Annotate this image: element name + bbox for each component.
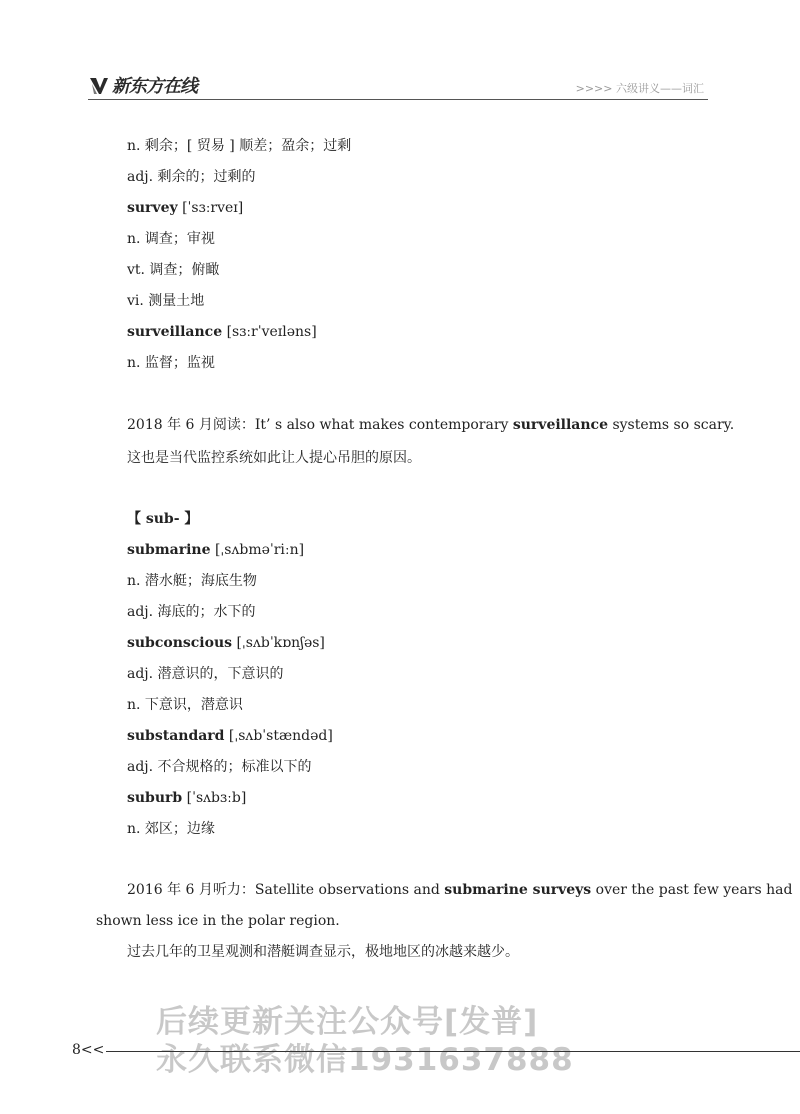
- pronunciation: [ˌsʌbməˈriːn]: [210, 542, 305, 558]
- watermark-line-2: 永久联系微信1931637888: [156, 1042, 574, 1078]
- definition-line: adj. 剩余的；过剩的: [127, 169, 256, 185]
- headword: submarine: [127, 542, 211, 558]
- headword: surveillance: [127, 324, 223, 340]
- watermark-line-1: 后续更新关注公众号[发普]: [156, 1004, 539, 1040]
- section-title: >>>> 六级讲义——词汇: [575, 82, 704, 95]
- logo-text: 新东方在线: [112, 76, 197, 97]
- example-sentence-continued: shown less ice in the polar region.: [96, 913, 340, 929]
- headword: substandard: [127, 728, 225, 744]
- example-text: 2018 年 6 月阅读：It’ s also what makes contemporary: [127, 417, 513, 433]
- page-number: 8<<: [72, 1042, 105, 1058]
- definition-line: n. 下意识，潜意识: [127, 697, 243, 713]
- definition-line: adj. 不合规格的；标准以下的: [127, 759, 312, 775]
- example-sentence: [127, 416, 734, 434]
- headword: subconscious: [127, 635, 233, 651]
- example-keyword: surveillance: [512, 417, 608, 433]
- entry-line: [127, 199, 243, 217]
- entry-line: [127, 789, 246, 807]
- definition-line: n. 郊区；边缘: [127, 821, 215, 837]
- footer-divider: [106, 1051, 800, 1052]
- example-sentence: [127, 881, 792, 899]
- example-translation: 这也是当代监控系统如此让人提心吊胆的原因。: [127, 450, 421, 466]
- definition-line: n. 调查；审视: [127, 231, 215, 247]
- example-text: over the past few years had: [591, 882, 793, 898]
- header-divider: [88, 99, 708, 100]
- example-keyword: submarine surveys: [444, 882, 592, 898]
- entry-line: [127, 634, 325, 652]
- definition-line: n. 潜水艇；海底生物: [127, 573, 257, 589]
- prefix-heading: 【 sub- 】: [127, 511, 199, 527]
- example-text: systems so scary.: [608, 417, 735, 433]
- pronunciation: [sɜːrˈveɪləns]: [222, 324, 317, 340]
- entry-line: [127, 323, 317, 341]
- definition-line: n. 剩余；[ 贸易 ] 顺差；盈余；过剩: [127, 138, 352, 154]
- pronunciation: [ˈsɜːrveɪ]: [177, 200, 244, 216]
- pronunciation: [ˈsʌbɜːb]: [182, 790, 247, 806]
- logo-mark-icon: [88, 74, 110, 96]
- entry-line: [127, 727, 333, 745]
- entry-line: [127, 541, 304, 559]
- pronunciation: [ˌsʌbˈstændəd]: [224, 728, 333, 744]
- definition-line: adj. 潜意识的，下意识的: [127, 666, 284, 682]
- definition-line: vt. 调查；俯瞰: [127, 262, 220, 278]
- example-text: 2016 年 6 月听力：Satellite observations and: [127, 882, 445, 898]
- definition-line: vi. 测量土地: [127, 293, 205, 309]
- headword: survey: [127, 200, 178, 216]
- logo: [88, 72, 197, 98]
- definition-line: adj. 海底的；水下的: [127, 604, 256, 620]
- pronunciation: [ˌsʌbˈkɒnʃəs]: [232, 635, 325, 651]
- headword: suburb: [127, 790, 183, 806]
- definition-line: n. 监督；监视: [127, 355, 215, 371]
- example-translation: 过去几年的卫星观测和潜艇调查显示，极地地区的冰越来越少。: [127, 944, 519, 960]
- page-header: [88, 66, 708, 100]
